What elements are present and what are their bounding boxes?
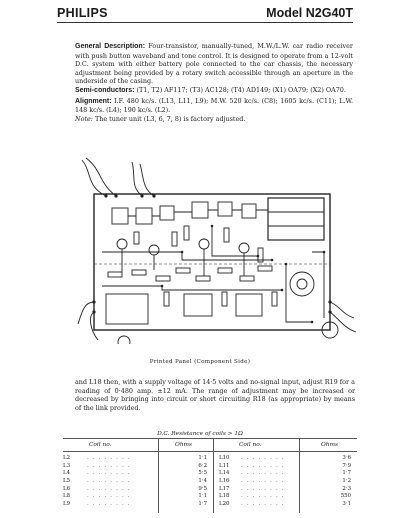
leader-dots: . . . . . . . .: [87, 501, 131, 508]
leader-dots: . . . . . . . .: [87, 470, 131, 477]
semiconductors-text: (T1, T2) AF117; (T3) AC128; (T4) AD149; (X1) OA79; (X2) OA70.: [134, 86, 346, 95]
leader-dots: . . . . . . . .: [87, 493, 131, 500]
table-title: D.C. Resistance of coils > 1Ω: [157, 431, 243, 437]
coil-resistance-table: [63, 438, 357, 512]
general-description-text: Four-transistor, manually-tuned, M.W./L.W. car radio receiver with push button waveband and tone control. It is designed to operate from a 12-volt D.C. system with either battery pole connected to the car chassis, the necessary adjustment being provided by a rotary switch accessible through an aperture in the underside of the casing.: [75, 42, 353, 86]
table-cell: 9·5: [198, 485, 207, 492]
table-cell: L14: [219, 470, 230, 477]
table-cell: 1·4: [198, 478, 207, 485]
leader-dots: . . . . . . . .: [241, 470, 285, 477]
alignment: [75, 97, 353, 115]
right-leader-column: [241, 455, 285, 509]
table-divider: [299, 439, 300, 513]
leader-dots: . . . . . . . .: [241, 493, 285, 500]
alignment-heading: Alignment:: [75, 97, 112, 105]
table-cell: L17: [219, 485, 230, 492]
table-cell: 6·2: [198, 462, 207, 469]
table-cell: L4: [63, 470, 71, 477]
left-ohms-column: [167, 455, 207, 509]
header-coil-no-left: Coil no.: [89, 442, 112, 448]
general-description-heading: General Description:: [75, 43, 146, 50]
leader-dots: . . . . . . . .: [87, 462, 131, 469]
table-cell: 1·2: [342, 478, 351, 485]
right-coil-column: [219, 455, 229, 509]
general-description: [75, 42, 353, 86]
leader-dots: . . . . . . . .: [241, 455, 285, 461]
table-cell: 7·9: [342, 462, 351, 469]
figure-caption: Printed Panel (Component Side): [149, 359, 251, 365]
table-cell: L5: [63, 478, 71, 485]
alignment-text: I.F. 480 kc/s. (L13, L11, L9); M.W. 520 kc/s. (C8); 1605 kc/s. (C11); L.W. 148 kc/s. (L4); 190 kc/s. (L2).: [75, 96, 353, 115]
table-cell: L2: [63, 455, 71, 461]
table-cell: 550: [340, 493, 351, 500]
table-cell: 1·7: [342, 470, 351, 477]
leader-dots: . . . . . . . .: [241, 501, 285, 508]
model-title: Model N2G40T: [266, 6, 353, 20]
printed-panel-illustration: [72, 152, 358, 344]
header-ohms-left: Ohms: [175, 442, 192, 448]
header-ohms-right: Ohms: [321, 442, 338, 448]
note-text: The tuner unit (L3, 6, 7, 8) is factory adjusted.: [92, 115, 246, 124]
table-cell: 1·1: [198, 455, 207, 461]
table-cell: 1·7: [198, 501, 207, 508]
leader-dots: . . . . . . . .: [241, 462, 285, 469]
leader-dots: . . . . . . . .: [87, 478, 131, 485]
table-divider: [213, 439, 214, 513]
note-label: Note:: [75, 115, 93, 124]
table-cell: L11: [219, 462, 230, 469]
leader-dots: . . . . . . . .: [241, 478, 285, 485]
table-cell: L3: [63, 462, 71, 469]
adjustment-paragraph: and L18 then, with a supply voltage of 14·5 volts and no-signal input, adjust R19 for a reading of 0·480 amp. ±12 mA. The range of adjustment may be increased or decreased by bringing into circuit or short circuiting R18 (as appropriate) by means of the link provided.: [75, 378, 355, 413]
leader-dots: . . . . . . . .: [241, 485, 285, 492]
table-cell: 1·1: [198, 493, 207, 500]
header-coil-no-right: Coil no.: [239, 442, 262, 448]
table-header-row: [63, 439, 357, 452]
left-leader-column: [87, 455, 131, 509]
table-divider: [158, 439, 159, 513]
semiconductors-heading: Semi-conductors:: [75, 87, 135, 95]
table-cell: L18: [219, 493, 230, 500]
table-cell: 5·5: [198, 470, 207, 477]
leader-dots: . . . . . . . .: [87, 455, 131, 461]
table-cell: L9: [63, 501, 71, 508]
table-cell: 3·1: [342, 501, 351, 508]
table-cell: 3·6: [342, 455, 351, 461]
table-cell: L8: [63, 493, 71, 500]
left-coil-column: [63, 455, 70, 509]
semiconductors: [75, 86, 353, 96]
note: [75, 115, 353, 124]
printed-panel-drawing: [72, 152, 358, 344]
header-rule: [57, 22, 353, 23]
description-block: [75, 42, 353, 124]
table-cell: 2·3: [342, 485, 351, 492]
brand-name: PHILIPS: [57, 6, 108, 20]
leader-dots: . . . . . . . .: [87, 485, 131, 492]
table-cell: L6: [63, 485, 71, 492]
right-ohms-column: [307, 455, 351, 509]
table-cell: L10: [219, 455, 230, 461]
table-cell: L16: [219, 478, 230, 485]
table-cell: L20: [219, 501, 230, 508]
